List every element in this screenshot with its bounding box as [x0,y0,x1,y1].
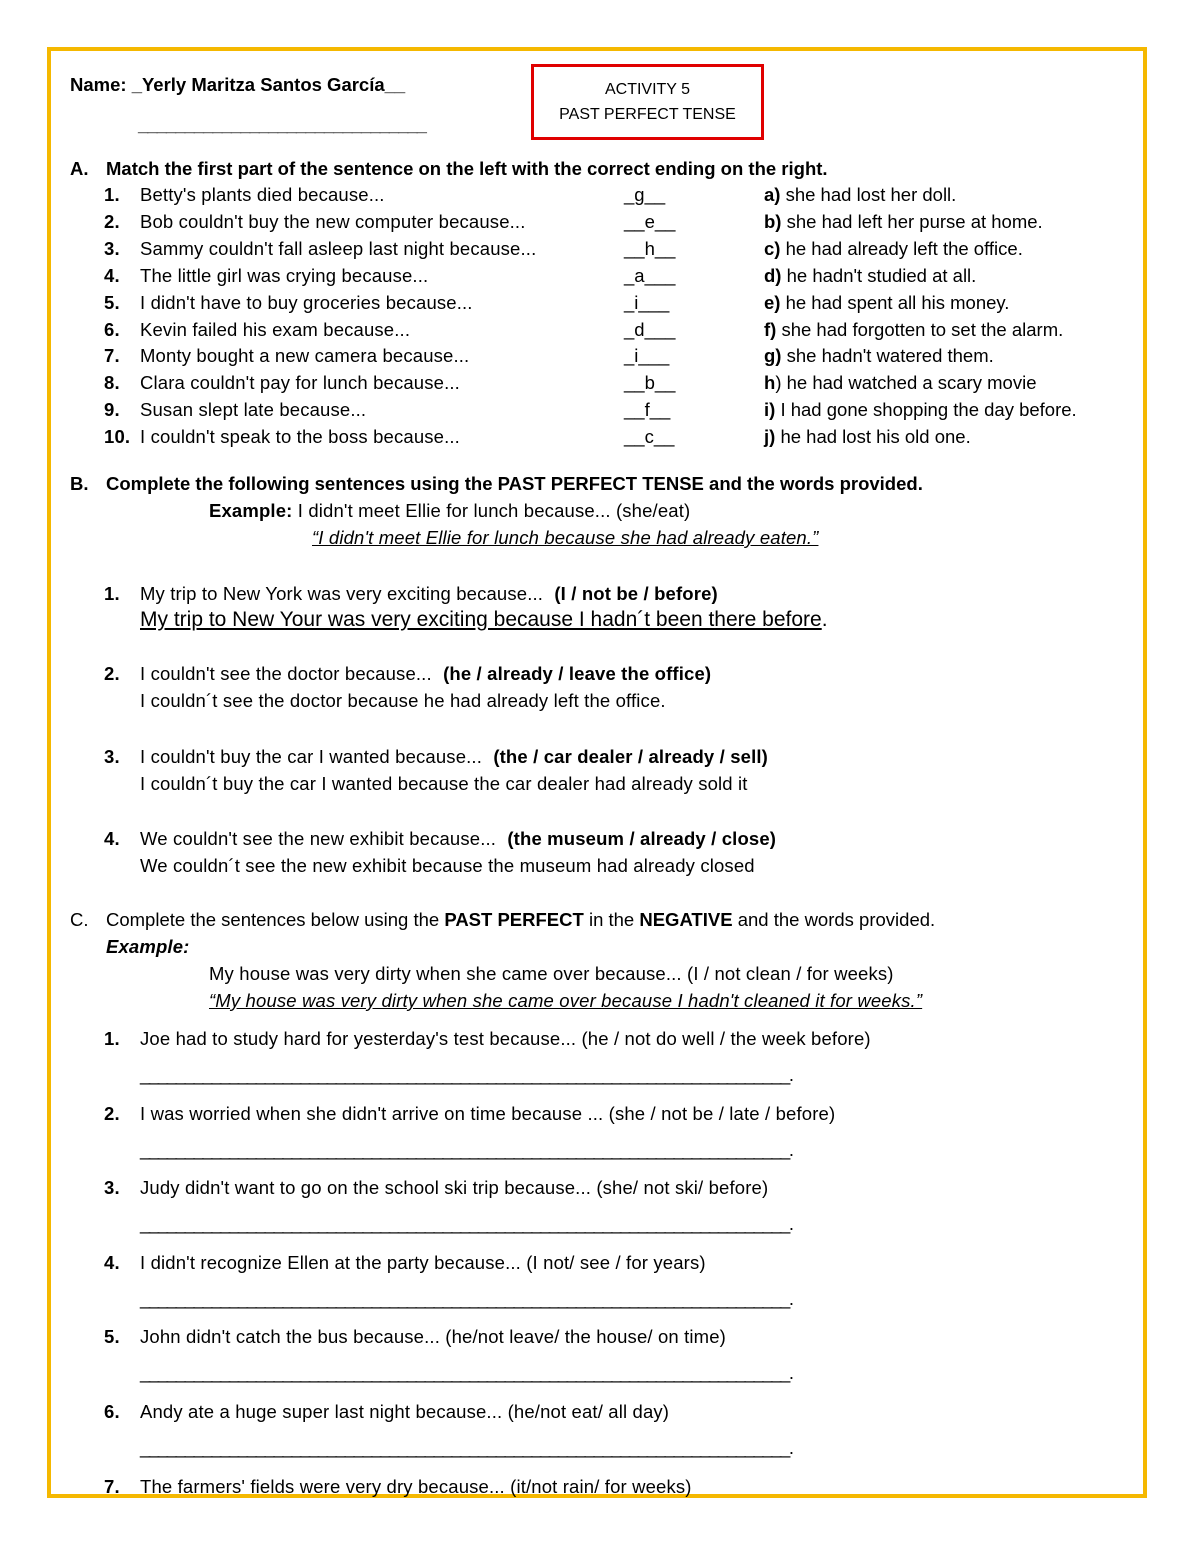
activity-title: ACTIVITY 5 [604,81,691,98]
exercise-item [104,1252,706,1274]
sentence-ending [764,399,1077,421]
sentence-ending [764,372,1037,394]
sentence-start: Bob couldn't buy the new computer because... [140,210,526,232]
sentence-start: Susan slept late because... [140,399,367,421]
item-number: 5. [104,1326,120,1348]
answer-line[interactable]: _________________________________________________________________________. [140,1064,793,1085]
student-response[interactable]: I couldn´t see the doctor because he had already left the office. [140,690,666,711]
sentence-start: Sammy couldn't fall asleep last night because... [140,237,537,259]
ending-text: he had lost his old one. [775,426,971,448]
item-number: 1. [104,1028,120,1049]
section-b-example-text: I didn't meet Ellie for lunch because... (she/eat) [292,500,691,521]
item-number: 4. [104,1251,120,1273]
sentence-ending [764,345,994,367]
ending-text: she had lost her doll. [780,184,957,205]
response-period: . [821,608,828,631]
item-number: 2. [104,1102,120,1124]
answer-blank[interactable]: _g__ [624,184,666,205]
item-number: 1. [104,184,120,205]
section-b-heading [70,473,923,495]
exercise-item [104,1028,871,1050]
answer-blank[interactable]: __c__ [624,426,675,448]
sentence-start: Kevin failed his exam because... [140,318,411,340]
ending-text: I had gone shopping the day before. [775,399,1077,421]
exercise-item [104,746,768,768]
ending-text: he had already left the office. [780,237,1023,259]
words-provided: (the museum / already / close) [507,828,777,849]
exercise-prompt: Joe had to study hard for yesterday's test because... (he / not do well / the week before) [140,1028,871,1049]
exercise-item [104,1401,669,1423]
section-b-example-label: Example: [209,500,293,521]
exercise-item [104,583,718,605]
answer-line[interactable]: _________________________________________________________________________. [140,1362,793,1384]
answer-line[interactable]: _________________________________________________________________________. [140,1213,793,1235]
sentence-ending [764,184,956,206]
exercise-prompt: My trip to New York was very exciting because... [140,583,544,604]
exercise-prompt: The farmers' fields were very dry because... (it/not rain/ for weeks) [140,1475,692,1497]
item-number: 2. [104,210,120,232]
item-number: 5. [104,291,120,313]
item-number: 4. [104,264,120,286]
exercise-prompt: We couldn't see the new exhibit because... [140,828,497,849]
match-item [104,319,410,341]
section-a-instruction: Match the first part of the sentence on the left with the correct ending on the right. [106,158,828,179]
answer-line[interactable]: _________________________________________________________________________. [140,1287,793,1309]
section-b-example [209,500,690,522]
ending-text: she had forgotten to set the alarm. [776,318,1064,340]
exercise-item [104,1103,835,1125]
ending-letter: f) [764,318,777,340]
ending-text: he had spent all his money. [780,291,1010,313]
ending-letter: a) [764,184,781,205]
section-c-example-text: My house was very dirty when she came over because... (I / not clean / for weeks) [209,963,894,984]
ending-letter: b) [764,210,782,232]
match-item [104,426,460,448]
activity-title-box [531,64,764,140]
sentence-start: Monty bought a new camera because... [140,345,470,367]
item-number: 8. [104,372,120,394]
exercise-prompt: Andy ate a huge super last night because... (he/not eat/ all day) [140,1401,670,1422]
exercise-item [104,1326,726,1348]
words-provided: (the / car dealer / already / sell) [493,746,768,767]
sentence-start: Clara couldn't pay for lunch because... [140,372,460,394]
section-b-example-answer: “I didn't meet Ellie for lunch because she had already eaten.” [312,527,819,548]
section-c-instruction-post: and the words provided. [732,909,936,930]
item-number: 3. [104,746,120,767]
item-number: 1. [104,583,120,604]
item-number: 4. [104,828,120,849]
section-c-instruction-pre: Complete the sentences below using the [106,909,445,930]
activity-subtitle: PAST PERFECT TENSE [559,106,736,123]
section-c-example-label: Example: [106,936,190,957]
name-blank-line: _______________________________ [138,114,426,135]
exercise-item [104,1177,768,1199]
ending-letter: h [764,372,776,394]
student-name: Name: _Yerly Maritza Santos García__ [70,74,406,95]
item-number: 7. [104,1475,120,1497]
section-c-instruction-mid: in the [583,909,640,930]
ending-text: she had left her purse at home. [781,210,1043,232]
section-c-instruction-bold-1: PAST PERFECT [444,909,584,930]
exercise-prompt: I didn't recognize Ellen at the party because... (I not/ see / for years) [140,1251,706,1273]
item-number: 2. [104,663,120,684]
sentence-start: The little girl was crying because... [140,264,429,286]
sentence-ending [764,265,976,287]
section-a-heading [70,158,828,180]
sentence-ending [764,292,1009,314]
match-item [104,211,526,233]
student-response[interactable]: We couldn´t see the new exhibit because the museum had already closed [140,855,755,876]
sentence-start: I couldn't speak to the boss because... [140,426,460,448]
item-number: 6. [104,318,120,340]
answer-blank[interactable]: __h__ [624,237,676,259]
match-item [104,184,385,206]
ending-letter: j) [764,426,776,448]
ending-text: she hadn't watered them. [781,345,994,367]
section-b-letter: B. [70,473,89,494]
match-item [104,345,469,367]
answer-line[interactable]: _________________________________________________________________________. [140,1437,793,1458]
words-provided: (he / already / leave the office) [443,663,712,684]
section-c-heading [70,909,935,931]
answer-blank[interactable]: _d___ [624,318,676,340]
exercise-prompt: I was worried when she didn't arrive on time because ... (she / not be / late / before) [140,1102,836,1124]
match-item [104,399,366,421]
answer-blank[interactable]: _i___ [624,345,670,367]
sentence-ending [764,319,1063,341]
ending-letter: i) [764,399,776,421]
match-item [104,238,536,260]
sentence-ending [764,211,1043,233]
exercise-item [104,1476,692,1498]
section-c-letter: C. [70,909,89,930]
response-text: My trip to New Your was very exciting because I hadn´t been there before [140,608,822,631]
ending-letter: g) [764,345,782,367]
ending-text: ) he had watched a scary movie [775,372,1037,394]
sentence-ending [764,238,1023,260]
exercise-item [104,828,776,850]
match-item [104,372,460,394]
answer-blank[interactable]: _i___ [624,291,670,313]
words-provided: (I / not be / before) [554,583,718,604]
match-item [104,292,473,314]
ending-letter: c) [764,237,781,259]
ending-letter: d) [764,264,782,286]
answer-blank[interactable]: __b__ [624,372,676,394]
item-number: 10. [104,426,131,448]
answer-blank[interactable]: __e__ [624,210,676,232]
section-b-instruction: Complete the following sentences using the PAST PERFECT TENSE and the words provided. [106,473,923,494]
item-number: 3. [104,1177,120,1199]
sentence-start: Betty's plants died because... [140,184,385,205]
exercise-prompt: I couldn't buy the car I wanted because... [140,746,483,767]
section-c-example-answer: “My house was very dirty when she came over because I hadn't cleaned it for weeks.” [209,990,923,1011]
student-response[interactable] [140,608,828,632]
exercise-prompt: I couldn't see the doctor because... [140,663,432,684]
item-number: 6. [104,1401,120,1422]
exercise-item [104,663,711,685]
student-response[interactable]: I couldn´t buy the car I wanted because the car dealer had already sold it [140,773,748,794]
answer-blank[interactable]: __f__ [624,399,671,421]
exercise-prompt: Judy didn't want to go on the school ski trip because... (she/ not ski/ before) [140,1177,769,1199]
ending-letter: e) [764,291,781,313]
item-number: 7. [104,345,120,367]
section-c-instruction-bold-2: NEGATIVE [639,909,733,930]
sentence-ending [764,426,971,448]
section-a-letter: A. [70,158,89,179]
answer-line[interactable]: _________________________________________________________________________. [140,1138,793,1160]
match-item [104,265,428,287]
answer-blank[interactable]: _a___ [624,264,676,286]
item-number: 9. [104,399,120,421]
sentence-start: I didn't have to buy groceries because... [140,291,473,313]
item-number: 3. [104,237,120,259]
ending-text: he hadn't studied at all. [781,264,977,286]
exercise-prompt: John didn't catch the bus because... (he/not leave/ the house/ on time) [140,1326,726,1348]
